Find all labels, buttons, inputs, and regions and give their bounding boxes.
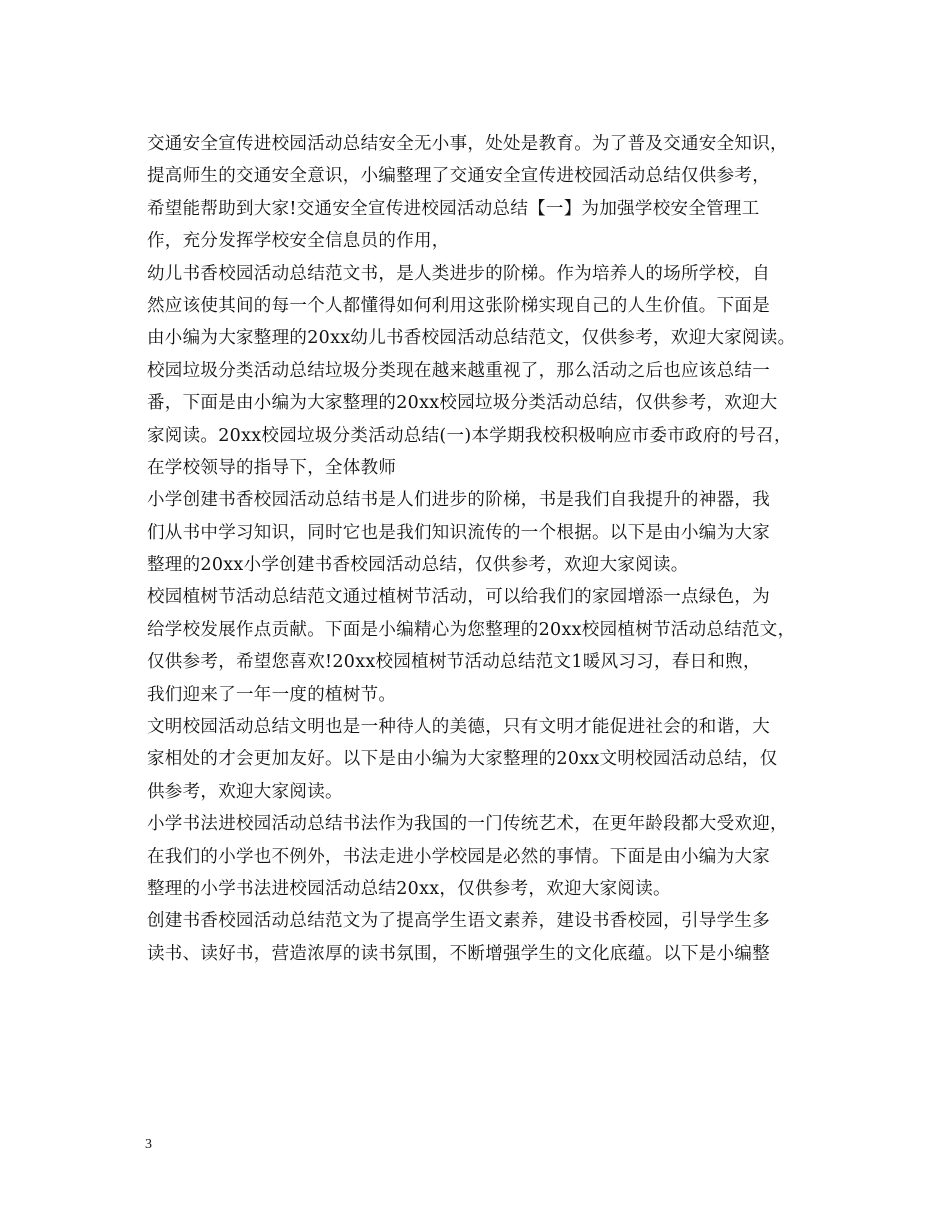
text-line: 在我们的小学也不例外，书法走进小学校园是必然的事情。下面是由小编为大家 [147, 846, 770, 867]
text-line: 小学创建书香校园活动总结书是人们进步的阶梯，书是我们自我提升的神器，我 [147, 490, 770, 511]
text-line: 小学书法进校园活动总结书法作为我国的一门传统艺术，在更年龄段都大受欢迎， [147, 814, 788, 835]
text-line: 提高师生的交通安全意识，小编整理了交通安全宣传进校园活动总结仅供参考， [147, 166, 770, 187]
text-line: 希望能帮助到大家!交通安全宣传进校园活动总结【一】为加强学校安全管理工 [147, 198, 760, 219]
text-line: 给学校发展作点贡献。下面是小编精心为您整理的20xx校园植树节活动总结范文， [147, 619, 796, 640]
text-line: 幼儿书香校园活动总结范文书，是人类进步的阶梯。作为培养人的场所学校，自 [147, 263, 770, 284]
text-line: 校园垃圾分类活动总结垃圾分类现在越来越重视了，那么活动之后也应该总结一 [147, 360, 770, 381]
text-line: 读书、读好书，营造浓厚的读书氛围，不断增强学生的文化底蕴。以下是小编整 [147, 943, 770, 964]
text-line: 仅供参考，希望您喜欢!20xx校园植树节活动总结范文1暖风习习，春日和煦， [147, 652, 761, 673]
text-line: 交通安全宣传进校园活动总结安全无小事，处处是教育。为了普及交通安全知识， [147, 134, 788, 154]
text-line: 们从书中学习知识，同时它也是我们知识流传的一个根据。以下是由小编为大家 [147, 522, 770, 543]
text-line: 番，下面是由小编为大家整理的20xx校园垃圾分类活动总结，仅供参考，欢迎大 [147, 393, 778, 414]
text-line: 作，充分发挥学校安全信息员的作用， [147, 231, 450, 252]
text-line: 整理的小学书法进校园活动总结20xx，仅供参考，欢迎大家阅读。 [147, 878, 671, 899]
text-line: 整理的20xx小学创建书香校园活动总结，仅供参考，欢迎大家阅读。 [147, 555, 689, 576]
text-line: 我们迎来了一年一度的植树节。 [147, 684, 397, 705]
document-body [147, 128, 812, 970]
text-line: 在学校领导的指导下，全体教师 [147, 457, 397, 478]
text-line: 家相处的才会更加友好。以下是由小编为大家整理的20xx文明校园活动总结，仅 [147, 749, 778, 770]
text-line: 供参考，欢迎大家阅读。 [147, 781, 343, 802]
text-line: 家阅读。20xx校园垃圾分类活动总结(一)本学期我校积极响应市委市政府的号召， [147, 425, 792, 446]
page-number: 3 [145, 1137, 152, 1152]
text-line: 校园植树节活动总结范文通过植树节活动，可以给我们的家园增添一点绿色，为 [147, 587, 770, 608]
text-line: 文明校园活动总结文明也是一种待人的美德，只有文明才能促进社会的和谐，大 [147, 717, 770, 738]
text-line: 由小编为大家整理的20xx幼儿书香校园活动总结范文，仅供参考，欢迎大家阅读。 [147, 328, 796, 349]
text-line: 然应该使其间的每一个人都懂得如何利用这张阶梯实现自己的人生价值。下面是 [147, 295, 770, 316]
text-line: 创建书香校园活动总结范文为了提高学生语文素养，建设书香校园，引导学生多 [147, 911, 770, 932]
